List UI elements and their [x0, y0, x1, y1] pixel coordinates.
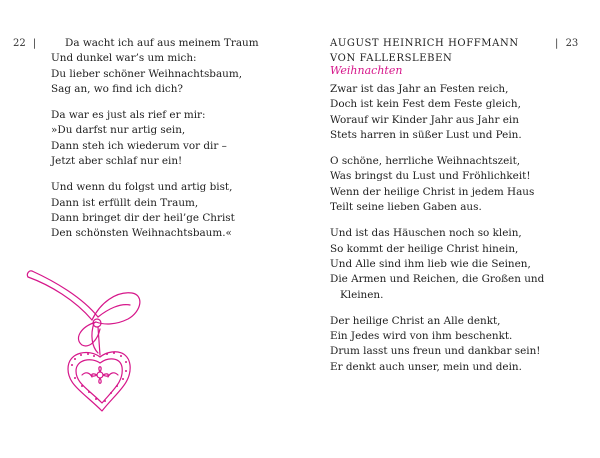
- poem-line: Du lieber schöner Weihnachtsbaum,: [51, 67, 242, 80]
- poem-line: Worauf wir Kinder Jahr aus Jahr ein: [330, 113, 519, 126]
- poem-line: Drum lasst uns freun und dankbar sein!: [330, 345, 541, 358]
- right-folio-separator: |: [555, 38, 559, 49]
- poem-line: Und ist das Häuschen noch so klein,: [330, 227, 522, 240]
- left-poem: [51, 36, 296, 242]
- poem-line: Den schönsten Weihnachtsbaum.«: [51, 227, 232, 240]
- poem-line: Da war es just als rief er mir:: [51, 109, 206, 122]
- right-folio: [555, 37, 578, 50]
- poem-line: Jetzt aber schlaf nur ein!: [51, 155, 183, 168]
- poem-line: Und dunkel war’s um mich:: [51, 52, 197, 65]
- poem-line: Er denkt auch unser, mein und dein.: [330, 360, 522, 373]
- poem-line: Und Alle sind ihm lieb wie die Seinen,: [330, 257, 531, 270]
- poem-line: Da wacht ich auf aus meinem Traum: [65, 37, 259, 49]
- poem-line: Und wenn du folgst und artig bist,: [51, 181, 233, 194]
- poem-line: Der heilige Christ an Alle denkt,: [330, 314, 501, 327]
- poem-line: Dann ist erfüllt dein Traum,: [51, 196, 199, 209]
- poem-line: O schöne, herrliche Weihnachtszeit,: [330, 155, 521, 168]
- heart-ornament-icon: [20, 265, 160, 415]
- poem-line: Zwar ist das Jahr an Festen reich,: [330, 83, 509, 95]
- right-poem: [330, 82, 590, 375]
- right-page-number: 23: [565, 38, 579, 49]
- poem-line: Ein Jedes wird von ihm beschenkt.: [330, 330, 513, 343]
- poem-line: Sag an, wo find ich dich?: [51, 82, 183, 95]
- poem-line: Kleinen.: [340, 288, 384, 301]
- poem-line: Dann steh ich wiederum vor dir –: [51, 139, 227, 152]
- left-folio: [13, 37, 36, 50]
- poem-line: Teilt seine lieben Gaben aus.: [330, 201, 482, 214]
- poem-line: Die Armen und Reichen, die Großen und: [330, 273, 545, 286]
- author-line-2: VON FALLERSLEBEN: [330, 53, 453, 64]
- poem-line: Stets harren in süßer Lust und Pein.: [330, 128, 522, 141]
- poem-line: Dann bringet dir der heil’ge Christ: [51, 211, 235, 224]
- poem-author: [330, 36, 519, 66]
- poem-line: Wenn der heilige Christ in jedem Haus: [330, 185, 535, 198]
- left-page-number: 22: [13, 38, 26, 49]
- poem-title: Weihnachten: [330, 64, 403, 77]
- poem-line: Doch ist kein Fest dem Feste gleich,: [330, 98, 521, 111]
- author-line-1: AUGUST HEINRICH HOFFMANN: [330, 38, 519, 49]
- poem-line: »Du darfst nur artig sein,: [51, 124, 186, 137]
- poem-line: So kommt der heilige Christ hinein,: [330, 242, 519, 255]
- poem-line: Was bringst du Lust und Fröhlichkeit!: [330, 170, 531, 183]
- left-folio-separator: |: [32, 38, 37, 49]
